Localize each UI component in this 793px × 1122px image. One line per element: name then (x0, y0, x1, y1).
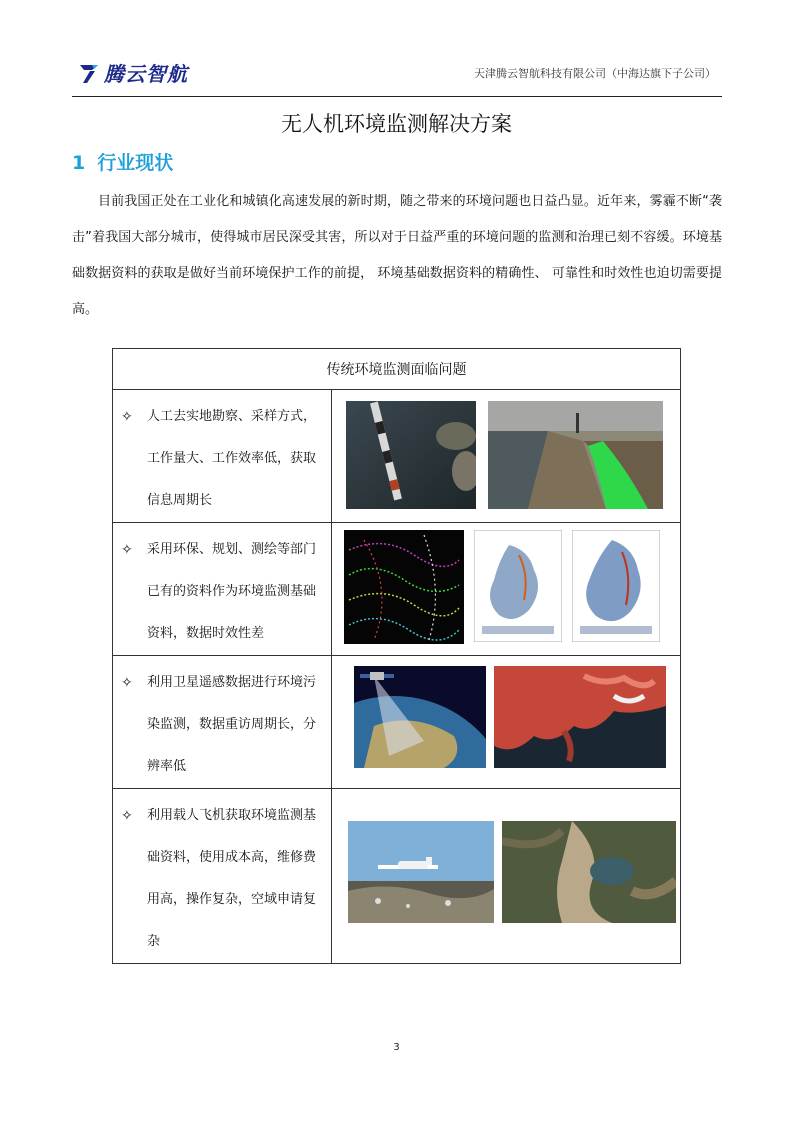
diamond-bullet-icon: ✧ (121, 542, 133, 558)
row-text-cell (113, 390, 332, 523)
planning-map-image (474, 530, 562, 642)
document-title: 无人机环境监测解决方案 (281, 112, 512, 136)
issues-table (112, 348, 681, 964)
green-river-photo (488, 401, 663, 509)
table-row (113, 656, 681, 789)
section-title: 行业现状 (97, 152, 174, 174)
row-text-cell (113, 656, 332, 789)
diamond-bullet-icon: ✧ (121, 808, 133, 824)
satellite-earth-image (354, 666, 486, 768)
table-row (113, 390, 681, 523)
manned-aircraft-photo (348, 821, 494, 923)
section-heading (72, 148, 173, 175)
table-header: 传统环境监测面临问题 (113, 349, 681, 390)
intro-paragraph: 目前我国正处在工业化和城镇化高速发展的新时期，随之带来的环境问题也日益凸显。近年来，雾霾不断“袭击”着我国大部分城市，使得城市居民深受其害，所以对于日益严重的环境问题的监测和治理已刻不容缓。环境基础数据资料的获取是做好当前环境保护工作的前提， 环境基础数据资料的精确性、 可靠性和时效性也迫切需要提高。 (72, 194, 722, 317)
table-row (113, 523, 681, 656)
row-image-cell (332, 390, 681, 523)
page-header (72, 52, 722, 97)
aerial-terrain-photo (502, 821, 676, 923)
water-sampling-photo (346, 401, 476, 509)
row-text: 采用环保、规划、测绘等部门已有的资料作为环境监测基础资料，数据时效性差 (147, 542, 317, 641)
page-number: 3 (393, 1042, 400, 1053)
section-number: 1 (72, 152, 86, 174)
row-text-cell (113, 789, 332, 964)
remote-sensing-image (494, 666, 666, 768)
topographic-map-image (344, 530, 464, 644)
table-header-row (113, 349, 681, 390)
row-text: 利用载人飞机获取环境监测基础资料，使用成本高，维修费用高，操作复杂，空域申请复杂 (147, 808, 317, 949)
row-text-cell (113, 523, 332, 656)
company-logo (78, 58, 188, 87)
row-text: 人工去实地勘察、采样方式，工作量大、工作效率低，获取信息周期长 (147, 409, 317, 508)
row-text: 利用卫星遥感数据进行环境污染监测，数据重访周期长，分辨率低 (147, 675, 317, 774)
table-row (113, 789, 681, 964)
diamond-bullet-icon: ✧ (121, 409, 133, 425)
company-name: 天津腾云智航科技有限公司（中海达旗下子公司） (474, 67, 716, 80)
survey-map-image (572, 530, 660, 642)
row-image-cell (332, 656, 681, 789)
row-image-cell (332, 789, 681, 964)
diamond-bullet-icon: ✧ (121, 675, 133, 691)
row-image-cell (332, 523, 681, 656)
logo-mark-icon (78, 62, 100, 84)
logo-text: 腾云智航 (104, 62, 188, 86)
